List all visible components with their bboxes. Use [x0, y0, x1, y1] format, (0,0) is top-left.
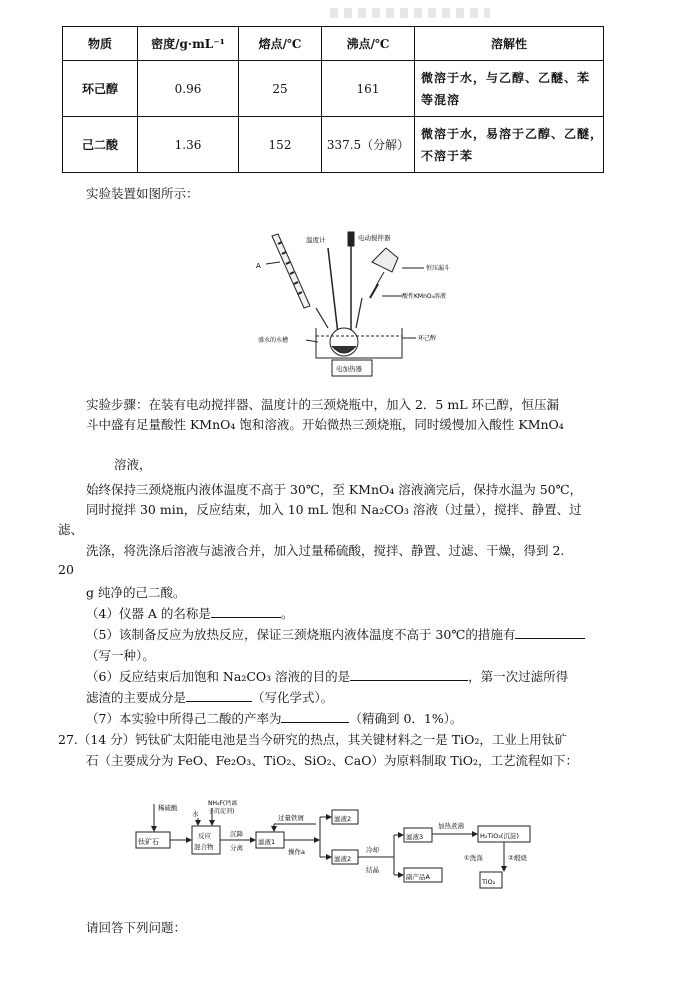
flow-nh4f-1: NH₄F(钙离: [208, 800, 238, 807]
question-27-line: 石（主要成分为 FeO、Fe₂O₃、TiO₂、SiO₂、CaO）为原料制取 TiO₂，工艺流程如下：: [86, 753, 579, 768]
flow-iron: 过量铁屑: [278, 814, 304, 822]
header-substance: 物质: [63, 27, 138, 61]
question-text: （5）该制备反应为放热反应，保证三颈烧瓶内液体温度不高于 30℃的措施有: [86, 627, 516, 642]
question-text: （写化学式）。: [252, 690, 334, 705]
question-7: [86, 709, 462, 727]
flow-cool-1: 冷却: [366, 846, 379, 854]
solubility-line: 微溶于水，与乙醇、乙醚、苯: [421, 70, 591, 85]
question-text: 。: [280, 606, 294, 621]
cell-bp: 161: [322, 61, 415, 117]
flow-filtrate2a: 滤液2: [334, 815, 352, 823]
setup-intro: 实验装置如图所示：: [86, 186, 199, 201]
cell-density: 0.96: [138, 61, 239, 117]
label-stirrer: 电动搅拌器: [358, 234, 391, 242]
flow-byproduct: 副产品A: [406, 873, 430, 881]
step-line: 始终保持三颈烧瓶内液体温度不高于 30℃，至 KMnO₄ 溶液滴完后，保持水温为 50℃，: [86, 482, 583, 497]
flow-acid: 稀硫酸: [158, 804, 178, 812]
faded-header-text: [330, 8, 490, 18]
flow-op-a: 操作a: [288, 848, 305, 856]
solubility-line: 等混溶: [421, 92, 461, 107]
header-density: 密度/g·mL⁻¹: [138, 27, 239, 61]
answer-blank[interactable]: [281, 710, 349, 723]
step-line: 滤、: [58, 522, 84, 537]
question-text: （精确到 0．1%）。: [349, 711, 463, 726]
question-4: [86, 604, 293, 622]
flow-precip: H₂TiO₃(沉淀): [480, 832, 519, 840]
flow-filtrate2b: 滤液2: [334, 855, 352, 863]
step-line: 实验步骤：在装有电动搅拌器、温度计的三颈烧瓶中，加入 2．5 mL 环己醇，恒压漏: [86, 397, 559, 412]
question-6b: [86, 688, 333, 706]
flow-wash: ①洗涤: [464, 854, 483, 862]
flow-water: 水: [192, 810, 199, 818]
answer-blank[interactable]: [186, 689, 252, 702]
flow-react-1: 反应: [198, 832, 211, 840]
label-kmno4: 酸性KMnO₄溶液: [402, 293, 447, 300]
header-solubility: 溶解性: [415, 27, 604, 61]
question-text: ，第一次过滤所得: [468, 669, 569, 684]
solubility-line: 微溶于水，易溶于乙醇、乙醚，: [421, 126, 604, 141]
answer-blank[interactable]: [211, 605, 281, 618]
flow-ore: 钛矿石: [138, 838, 159, 846]
cell-name: 环己醇: [63, 61, 138, 117]
label-bath: 盛水的水槽: [258, 337, 289, 344]
question-5: [86, 625, 585, 643]
question-5b: （写一种）。: [86, 648, 155, 663]
closing-prompt: 请回答下列问题：: [86, 920, 187, 935]
process-flow-diagram: [134, 800, 560, 892]
question-27-line: 27.（14 分）钙钛矿太阳能电池是当今研究的热点，其关键材料之一是 TiO₂，工业上用钛矿: [58, 732, 567, 747]
step-line: 20: [58, 562, 74, 577]
step-line: g 纯净的己二酸。: [86, 585, 186, 600]
answer-blank[interactable]: [515, 626, 585, 639]
table-row: [63, 61, 604, 117]
question-text: （4）仪器 A 的名称是: [86, 606, 211, 621]
label-heater: 电加热器: [336, 365, 362, 373]
cell-name: 己二酸: [63, 117, 138, 173]
cell-solubility: [415, 117, 604, 173]
flow-cool-2: 结晶: [366, 866, 379, 874]
table-row: [63, 117, 604, 173]
label-a: A: [256, 262, 261, 270]
label-funnel: 恒压漏斗: [426, 265, 451, 272]
flow-calc: ②煅烧: [508, 854, 527, 862]
cell-density: 1.36: [138, 117, 239, 173]
flow-filtrate3: 滤液3: [406, 833, 424, 841]
flow-sep-1: 沉降: [230, 830, 243, 838]
header-boiling: 沸点/℃: [322, 27, 415, 61]
answer-blank[interactable]: [350, 668, 468, 681]
header-melting: 熔点/℃: [239, 27, 322, 61]
label-thermometer: 温度计: [306, 236, 326, 244]
flow-tio2: TiO₂: [482, 878, 496, 886]
question-text: （6）反应结束后加饱和 Na₂CO₃ 溶液的目的是: [86, 669, 351, 684]
flow-nh4f-2: 子沉淀剂): [208, 808, 235, 815]
flow-react-2: 混合物: [194, 843, 214, 851]
question-text: 滤渣的主要成分是: [86, 690, 187, 705]
label-cyclohexanol: 环己醇: [418, 335, 437, 342]
step-line: 斗中盛有足量酸性 KMnO₄ 饱和溶液。开始微热三颈烧瓶，同时缓慢加入酸性 KMnO₄: [86, 417, 564, 432]
flow-heat: 加热煮沸: [438, 822, 464, 830]
table-header-row: [63, 27, 604, 61]
step-line: 洗涤，将洗涤后溶液与滤液合并，加入过量稀硫酸，搅拌、静置、过滤、干燥，得到 2.: [86, 543, 565, 558]
cell-solubility: [415, 61, 604, 117]
step-line: 溶液，: [114, 457, 152, 472]
cell-mp: 152: [239, 117, 322, 173]
question-text: （7）本实验中所得己二酸的产率为: [86, 711, 282, 726]
apparatus-figure: [252, 228, 454, 382]
step-line: 同时搅拌 30 min，反应结束，加入 10 mL 饱和 Na₂CO₃ 溶液（过量），搅拌、静置、过: [86, 502, 582, 517]
flow-filtrate1: 滤液1: [258, 838, 276, 846]
cell-bp: 337.5（分解）: [322, 117, 415, 173]
properties-table: [62, 26, 604, 173]
question-6: [86, 667, 568, 685]
cell-mp: 25: [239, 61, 322, 117]
flow-sep-2: 分离: [230, 844, 243, 852]
solubility-line: 不溶于苯: [421, 148, 474, 163]
